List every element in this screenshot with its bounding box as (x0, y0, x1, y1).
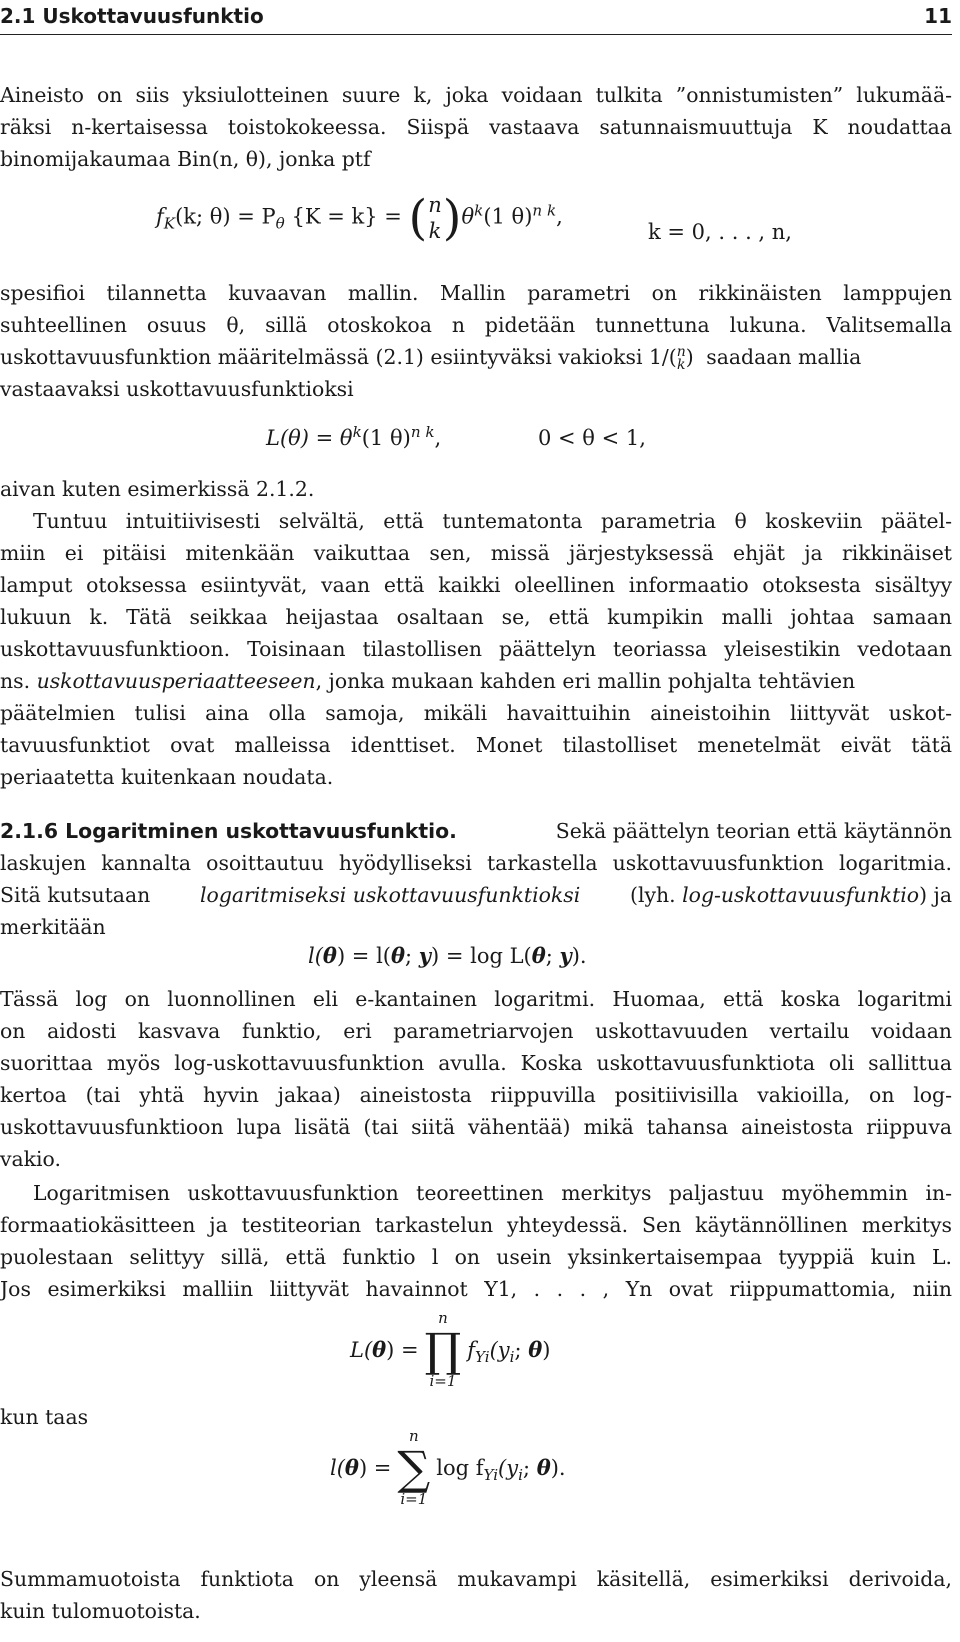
eq1-event: {K = k} = (291, 204, 402, 229)
eq4-semi: ; (514, 1338, 522, 1362)
para2-line3 (0, 344, 952, 372)
eq3-d: ) = log L( (430, 944, 532, 968)
eq5-lower: i=1 (400, 1490, 428, 1508)
para4-line4: lukuun k. Tätä seikkaa heijastaa osaltaan se, että kumpikin malli johtaa samaan (0, 605, 952, 629)
eq4-lhs-a: L( (350, 1338, 373, 1362)
para4-line2: miin ei pitäisi mitenkään vaikuttaa sen, missä järjestyksessä ehjät ja rikkinäiset (0, 541, 952, 565)
eq3-theta1: θ (322, 943, 337, 968)
eq1-f: f (156, 204, 164, 229)
eq5-eq: ) = (358, 1456, 392, 1480)
eq1-args: (k; θ) = P (175, 204, 276, 229)
eq5-semi: ; (522, 1456, 531, 1480)
eq5-upper: n (408, 1427, 419, 1445)
subsection-heading: 2.1.6 Logaritminen uskottavuusfunktio. (0, 819, 457, 843)
para7-line1: Summamuotoista funktiota on yleensä mukavampi käsitellä, esimerkiksi derivoida, (0, 1567, 952, 1591)
para4-line9: periaatetta kuitenkaan noudata. (0, 765, 334, 789)
para2-line2: suhteellinen osuus θ, sillä otoskokoa n pidetään tunnettuna lukuna. Valitsemalla (0, 313, 952, 337)
equation-binomial-pmf (156, 192, 563, 244)
section216-line2: laskujen kannalta osoittautuu hyödylliseksi tarkastella uskottavuusfunktion logaritmia. (0, 851, 952, 875)
eq5-y: (y (498, 1456, 519, 1480)
para5-line3: suorittaa myös log-uskottavuusfunktion avulla. Koska uskottavuusfunktiota oli sallittua (0, 1051, 952, 1075)
para4-line6 (0, 668, 952, 694)
eq3-b: ) = l( (336, 944, 391, 968)
para4-line1: Tuntuu intuitiivisesti selvältä, että tuntematonta parametria θ koskeviin päätel- (33, 509, 952, 533)
eq5-sub: Yi (483, 1466, 499, 1485)
para2-binom-top: n (676, 343, 686, 360)
para4-line5: uskottavuusfunktioon. Toisinaan tilastollisen päättelyn teoriassa yleisestikin vedotaan (0, 637, 952, 661)
eq1-sub-theta: θ (275, 214, 285, 233)
para2-binom-bot: k (677, 356, 686, 373)
para4-line3: lamput otoksessa esiintyvät, vaan että kaikki oleellinen informaatio otoksesta sisältyy (0, 573, 952, 597)
eq5-lhs-a: l( (330, 1456, 345, 1480)
para2-line1: spesifioi tilannetta kuvaavan mallin. Mallin parametri on rikkinäisten lamppujen (0, 281, 952, 305)
eq4-eq: ) = (386, 1338, 419, 1362)
s216-l3-c: ) ja (919, 883, 952, 907)
para6-line1: Logaritmisen uskottavuusfunktion teoreettinen merkitys paljastuu myöhemmin in- (33, 1181, 952, 1205)
running-header (0, 4, 952, 36)
eq4-y: (y (489, 1338, 510, 1362)
eq3-a: l( (308, 944, 323, 968)
eq5-close: ). (550, 1456, 566, 1480)
para1-line3: binomijakaumaa Bin(n, θ), jonka ptf (0, 147, 371, 171)
equation-log-likelihood (308, 942, 587, 970)
eq1-condition: k = 0, . . . , n, (648, 220, 792, 244)
eq1-theta: θ (461, 204, 475, 229)
eq4-op: ∏ (424, 1323, 462, 1377)
eq1-binomial: (n k) (408, 190, 462, 246)
eq5-theta: θ (344, 1455, 359, 1480)
eq2-sup-nk: n k (410, 423, 435, 441)
eq3-y2: y (559, 943, 572, 968)
para6-line4: Jos esimerkiksi malliin liittyvät havainnot Y1, . . . , Yn ovat riippumattomia, niin (0, 1277, 952, 1301)
eq4-sub-i: i (509, 1348, 515, 1367)
section-title: 2.1 Uskottavuusfunktio (0, 4, 264, 28)
eq1-sub-k: K (163, 214, 176, 233)
product-operator (425, 1310, 462, 1390)
eq4-close: ) (542, 1338, 551, 1362)
eq3-e: ; (545, 944, 553, 968)
para1-line1: Aineisto on siis yksiulotteinen suure k, joka voidaan tulkita ”onnistumisten” lukumää- (0, 83, 952, 107)
eq2-condition: 0 < θ < 1, (538, 426, 646, 450)
eq1-binom-top: n (428, 193, 442, 217)
eq3-theta3: θ (531, 943, 546, 968)
eq4-f: f (467, 1338, 476, 1362)
eq4-lower: i=1 (429, 1372, 457, 1390)
eq2-mid: (1 θ) (361, 426, 411, 450)
eq2-sup-k: k (352, 423, 362, 441)
equation-likelihood (266, 424, 441, 452)
section216-line4: merkitään (0, 915, 106, 939)
para4-line8: tavuusfunktiot ovat malleissa identtiset. Monet tilastolliset menetelmät eivät tätä (0, 733, 952, 757)
para5-line6: vakio. (0, 1147, 61, 1171)
para5-line5: uskottavuusfunktioon lupa lisätä (tai siitä vähentää) mikä tahansa aineistosta riippuva (0, 1115, 952, 1139)
equation-product-likelihood (350, 1310, 550, 1390)
para5-line4: kertoa (tai yhtä hyvin jakaa) aineistosta riippuvilla positiivisilla vakioilla, on log- (0, 1083, 952, 1107)
eq3-c: ; (405, 944, 413, 968)
eq1-one-minus: (1 θ) (483, 204, 533, 229)
para4-italic-term: uskottavuusperiaatteeseen (36, 669, 316, 693)
para5-line2: on aidosti kasvava funktio, eri parametriarvojen uskottavuuden vertailu voidaan (0, 1019, 952, 1043)
eq4-theta2: θ (528, 1337, 543, 1362)
para2-line4: vastaavaksi uskottavuusfunktioksi (0, 377, 354, 401)
eq1-comma: , (556, 204, 563, 229)
para6-line2: formaatiokäsitteen ja testiteorian tarkastelun yhteydessä. Sen käytännöllinen merkitys (0, 1213, 952, 1237)
para6-line3: puolestaan selittyy sillä, että funktio l on usein yksinkertaisempaa tyyppiä kuin L. (0, 1245, 952, 1269)
para4-line6-rest: , jonka mukaan kahden eri mallin pohjalta tehtävien (315, 669, 856, 693)
eq1-sup-nk: n k (532, 201, 557, 220)
eq4-sub: Yi (475, 1348, 490, 1367)
section216-line1: Sekä päättelyn teorian että käytännön (555, 819, 952, 843)
para3-line1: aivan kuten esimerkissä 2.1.2. (0, 477, 315, 501)
eq1-binom-bot: k (428, 219, 442, 243)
para5-line1: Tässä log on luonnollinen eli e-kantainen logaritmi. Huomaa, että koska logaritmi (0, 987, 952, 1011)
header-rule (0, 34, 952, 35)
para4-ns: ns. (0, 669, 31, 693)
eq5-logf: log f (436, 1456, 484, 1480)
para1-line2: räksi n-kertaisessa toistokokeessa. Siispä vastaava satunnaismuuttuja K noudattaa (0, 115, 952, 139)
eq2-comma: , (434, 426, 442, 450)
kun-taas: kun taas (0, 1405, 89, 1429)
eq3-y1: y (418, 943, 431, 968)
eq1-sup-k: k (474, 201, 484, 220)
section216-line3 (0, 882, 952, 908)
eq5-theta2: θ (536, 1455, 551, 1480)
section-2-1-6-line1 (0, 818, 952, 844)
eq2-lhs: L(θ) = θ (266, 426, 353, 450)
eq3-f: ). (571, 944, 587, 968)
para7-line2: kuin tulomuotoista. (0, 1599, 201, 1623)
s216-l3-italic2: log-uskottavuusfunktio (682, 883, 920, 907)
para2-line3-a: uskottavuusfunktion määritelmässä (2.1) esiintyväksi vakioksi 1/ (0, 345, 669, 369)
eq5-sub-i: i (518, 1466, 523, 1485)
page-number: 11 (924, 4, 952, 28)
eq4-theta: θ (372, 1337, 387, 1362)
para4-line7: päätelmien tulisi aina olla samoja, mikäli havaittuihin aineistoihin liittyvät uskot- (0, 701, 952, 725)
para2-small-binom: (n k) (668, 343, 694, 373)
s216-l3-a: Sitä kutsutaan (0, 883, 151, 907)
sum-operator (397, 1428, 430, 1508)
equation-sum-log-likelihood (330, 1428, 566, 1508)
eq4-upper: n (438, 1309, 448, 1327)
s216-l3-b: (lyh. (630, 883, 676, 907)
eq5-op: ∑ (397, 1441, 431, 1495)
eq3-theta2: θ (391, 943, 406, 968)
s216-l3-italic1: logaritmiseksi uskottavuusfunktioksi (200, 883, 581, 907)
para2-line3-b: saadaan mallia (706, 345, 862, 369)
